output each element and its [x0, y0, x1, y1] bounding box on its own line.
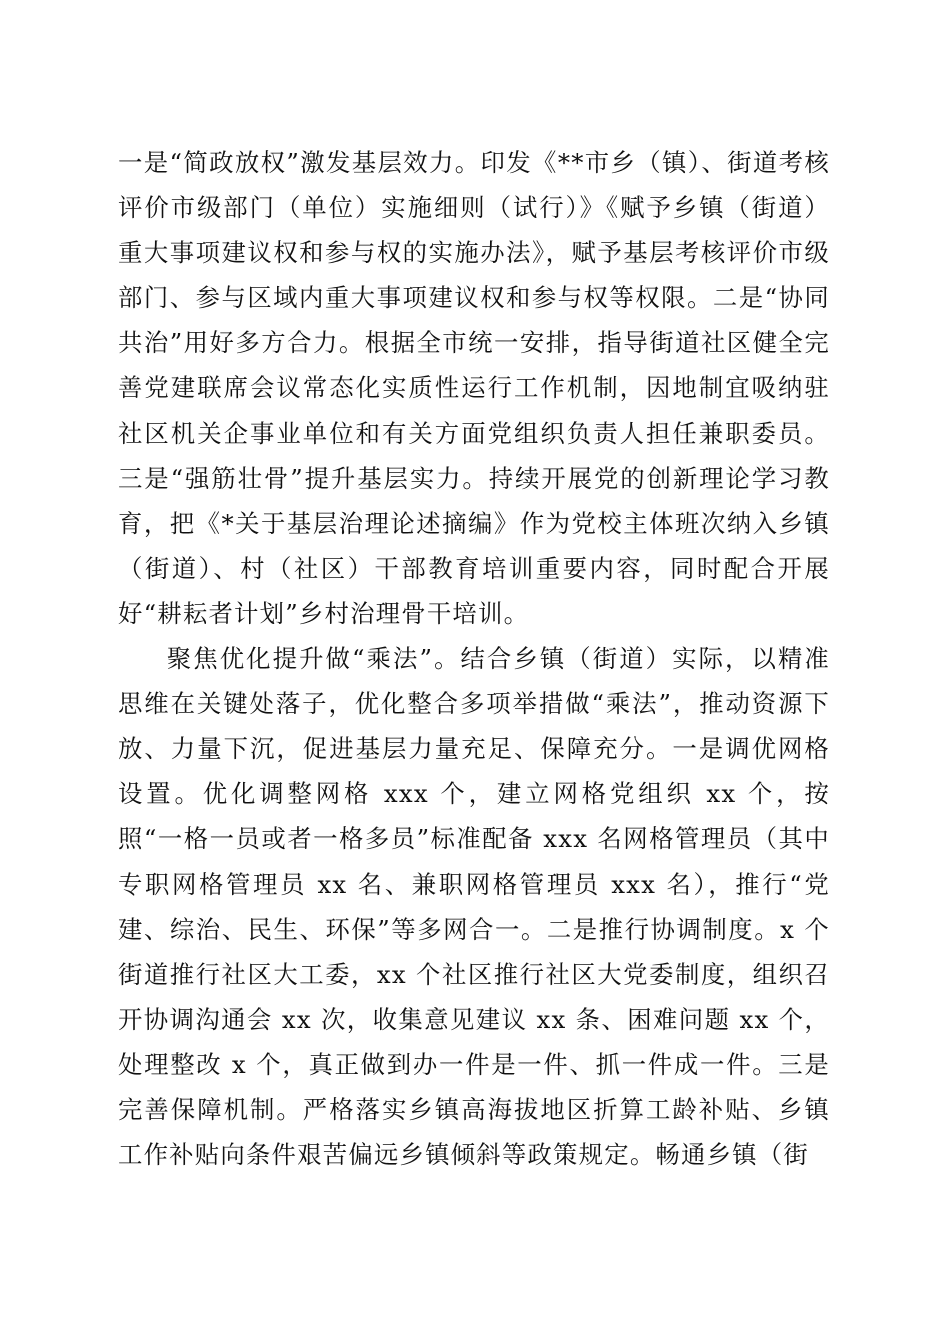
document-body: [118, 140, 830, 1177]
paragraph-2: 聚焦优化提升做“乘法”。结合乡镇（街道）实际，以精准思维在关键处落子，优化整合多项举措做“乘法”，推动资源下放、力量下沉，促进基层力量充足、保障充分。一是调优网格设置。优化调整网格 xxx 个，建立网格党组织 xx 个，按照“一格一员或者一格多员”标准配备 xxx 名网格管理员（其中专职网格管理员 xx 名、兼职网格管理员 xxx 名），推行“党建、综治、民生、环保”等多网合一。二是推行协调制度。x 个街道推行社区大工委，xx 个社区推行社区大党委制度，组织召开协调沟通会 xx 次，收集意见建议 xx 条、困难问题 xx 个，处理整改 x 个，真正做到办一件是一件、抓一件成一件。三是完善保障机制。严格落实乡镇高海拔地区折算工龄补贴、乡镇工作补贴向条件艰苦偏远乡镇倾斜等政策规定。畅通乡镇（街: [118, 644, 830, 1170]
paragraph-1: 一是“简政放权”激发基层效力。印发《**市乡（镇）、街道考核评价市级部门（单位）实施细则（试行）》《赋予乡镇（街道）重大事项建议权和参与权的实施办法》，赋予基层考核评价市级部门、参与区域内重大事项建议权和参与权等权限。二是“协同共治”用好多方合力。根据全市统一安排，指导街道社区健全完善党建联席会议常态化实质性运行工作机制，因地制宜吸纳驻社区机关企事业单位和有关方面党组织负责人担任兼职委员。三是“强筋壮骨”提升基层实力。持续开展党的创新理论学习教育，把《*关于基层治理论述摘编》作为党校主体班次纳入乡镇（街道）、村（社区）干部教育培训重要内容，同时配合开展好“耕耘者计划”乡村治理骨干培训。: [118, 148, 830, 628]
